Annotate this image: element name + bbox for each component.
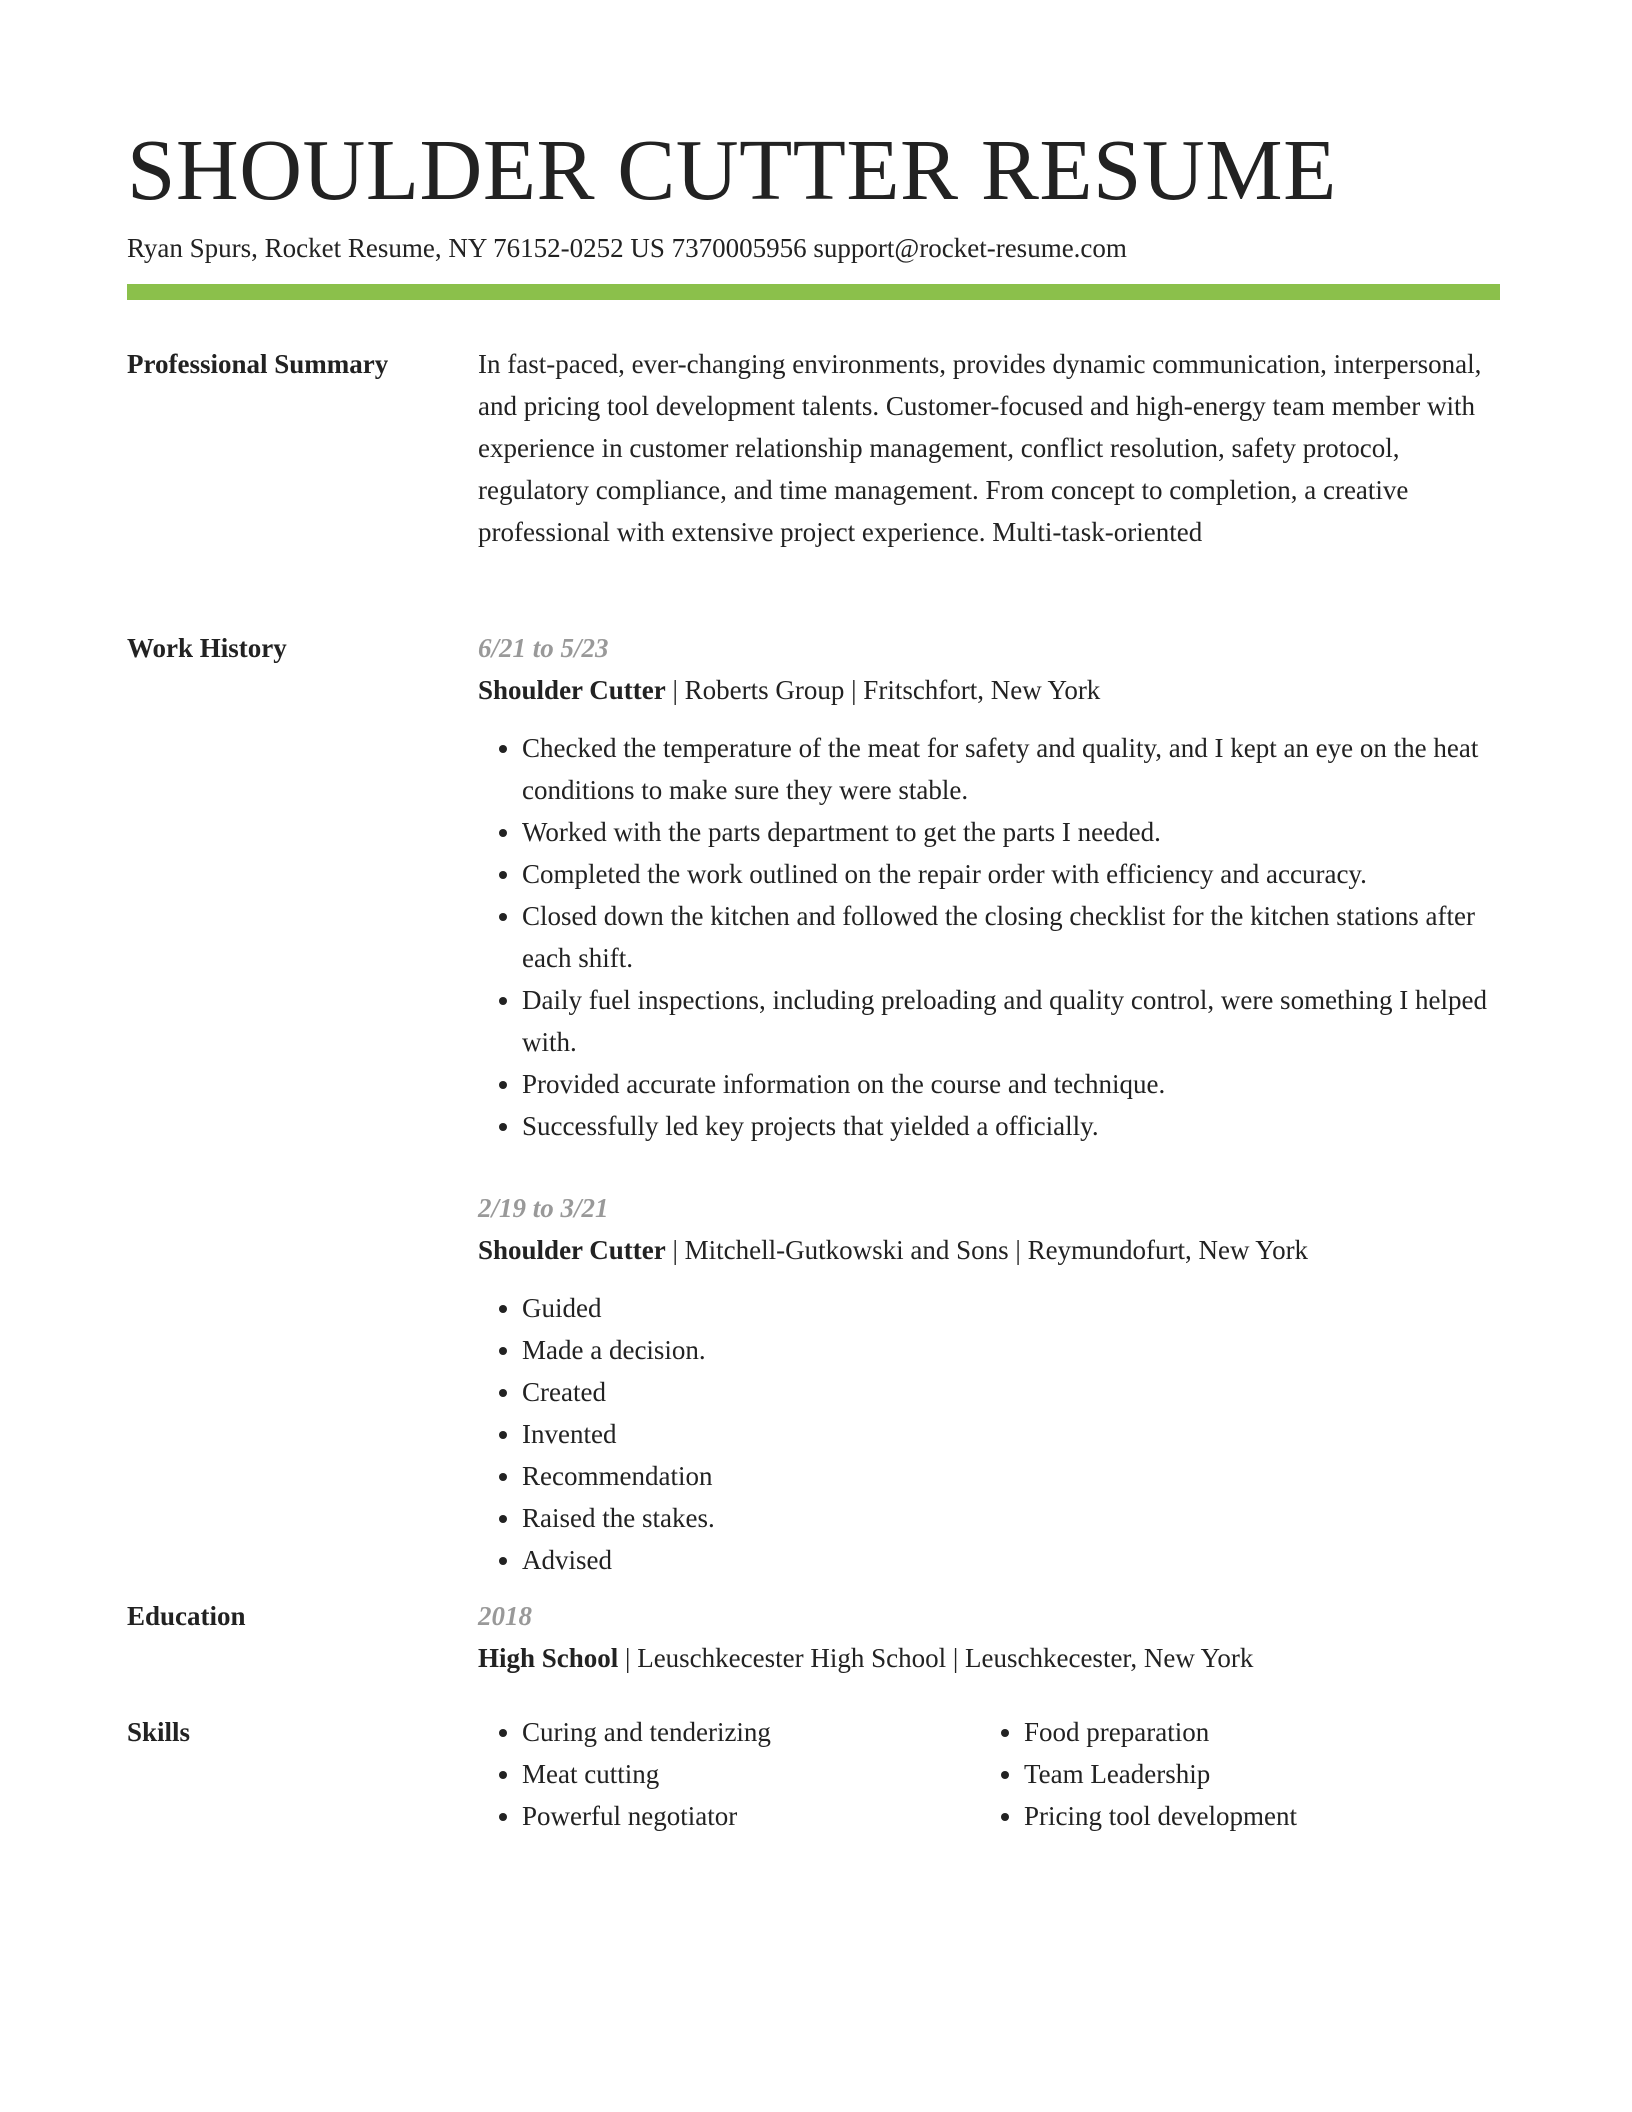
skill-item: • Team Leadership — [1024, 1753, 1482, 1795]
job-entry — [478, 1187, 1500, 1581]
list-item: • Made a decision. — [522, 1329, 1500, 1371]
job-heading — [478, 1229, 1500, 1271]
education-year: 2018 — [478, 1601, 532, 1631]
list-item: • Daily fuel inspections, including preloading and quality control, were something I helped with. — [522, 979, 1500, 1063]
section-label-skills: Skills — [127, 1717, 191, 1747]
education-heading — [478, 1637, 1500, 1679]
list-item: • Completed the work outlined on the repair order with efficiency and accuracy. — [522, 853, 1500, 895]
list-item: • Closed down the kitchen and followed the closing checklist for the kitchen stations after each shift. — [522, 895, 1500, 979]
education-body — [478, 1595, 1500, 1679]
list-item: • Successfully led key projects that yielded a officially. — [522, 1105, 1500, 1147]
skill-item: • Meat cutting — [522, 1753, 980, 1795]
resume-title: SHOULDER CUTTER RESUME — [127, 121, 1337, 218]
summary-body — [478, 343, 1500, 553]
skills-body — [478, 1711, 1500, 1837]
section-label-work-history: Work History — [127, 633, 287, 663]
work-history-body — [478, 627, 1500, 1581]
list-item: • Recommendation — [522, 1455, 1500, 1497]
job-details: | Roberts Group | Fritschfort, New York — [665, 675, 1101, 705]
list-item: • Guided — [522, 1287, 1500, 1329]
skills-columns — [478, 1711, 1500, 1837]
contact-line: Ryan Spurs, Rocket Resume, NY 76152-0252 US 7370005956 support@rocket-resume.com — [127, 233, 1127, 263]
list-item: • Provided accurate information on the course and technique. — [522, 1063, 1500, 1105]
list-item: • Advised — [522, 1539, 1500, 1581]
skill-item: • Powerful negotiator — [522, 1795, 980, 1837]
list-item: • Created — [522, 1371, 1500, 1413]
skill-item: • Food preparation — [1024, 1711, 1482, 1753]
section-label-education: Education — [127, 1601, 246, 1631]
skills-list-right — [980, 1711, 1482, 1837]
skill-item: • Curing and tenderizing — [522, 1711, 980, 1753]
list-item: • Invented — [522, 1413, 1500, 1455]
list-item: • Checked the temperature of the meat for safety and quality, and I kept an eye on the heat conditions to make sure they were stable. — [522, 727, 1500, 811]
job-entry — [478, 627, 1500, 1147]
job-dates: 6/21 to 5/23 — [478, 633, 609, 663]
job-title: Shoulder Cutter — [478, 675, 666, 705]
list-item: • Worked with the parts department to get the parts I needed. — [522, 811, 1500, 853]
job-bullets — [478, 1287, 1500, 1581]
summary-text: In fast-paced, ever-changing environments, provides dynamic communication, interpersonal, and pricing tool development talents. Customer-focused and high-energy team member with experience in customer relationship management, conflict resolution, safety protocol, regulatory compliance, and time management. From concept to completion, a creative professional with extensive project experience. Multi-task-oriented — [478, 349, 1482, 547]
job-title: Shoulder Cutter — [478, 1235, 666, 1265]
skill-item: • Pricing tool development — [1024, 1795, 1482, 1837]
skills-list-left — [478, 1711, 980, 1837]
job-details: | Mitchell-Gutkowski and Sons | Reymundofurt, New York — [665, 1235, 1309, 1265]
job-bullets — [478, 727, 1500, 1147]
section-label-summary: Professional Summary — [127, 349, 389, 379]
list-item: • Raised the stakes. — [522, 1497, 1500, 1539]
education-details: | Leuschkecester High School | Leuschkecester, New York — [618, 1643, 1254, 1673]
job-heading — [478, 669, 1500, 711]
accent-divider — [127, 284, 1500, 300]
education-degree: High School — [478, 1643, 619, 1673]
job-dates: 2/19 to 3/21 — [478, 1193, 609, 1223]
